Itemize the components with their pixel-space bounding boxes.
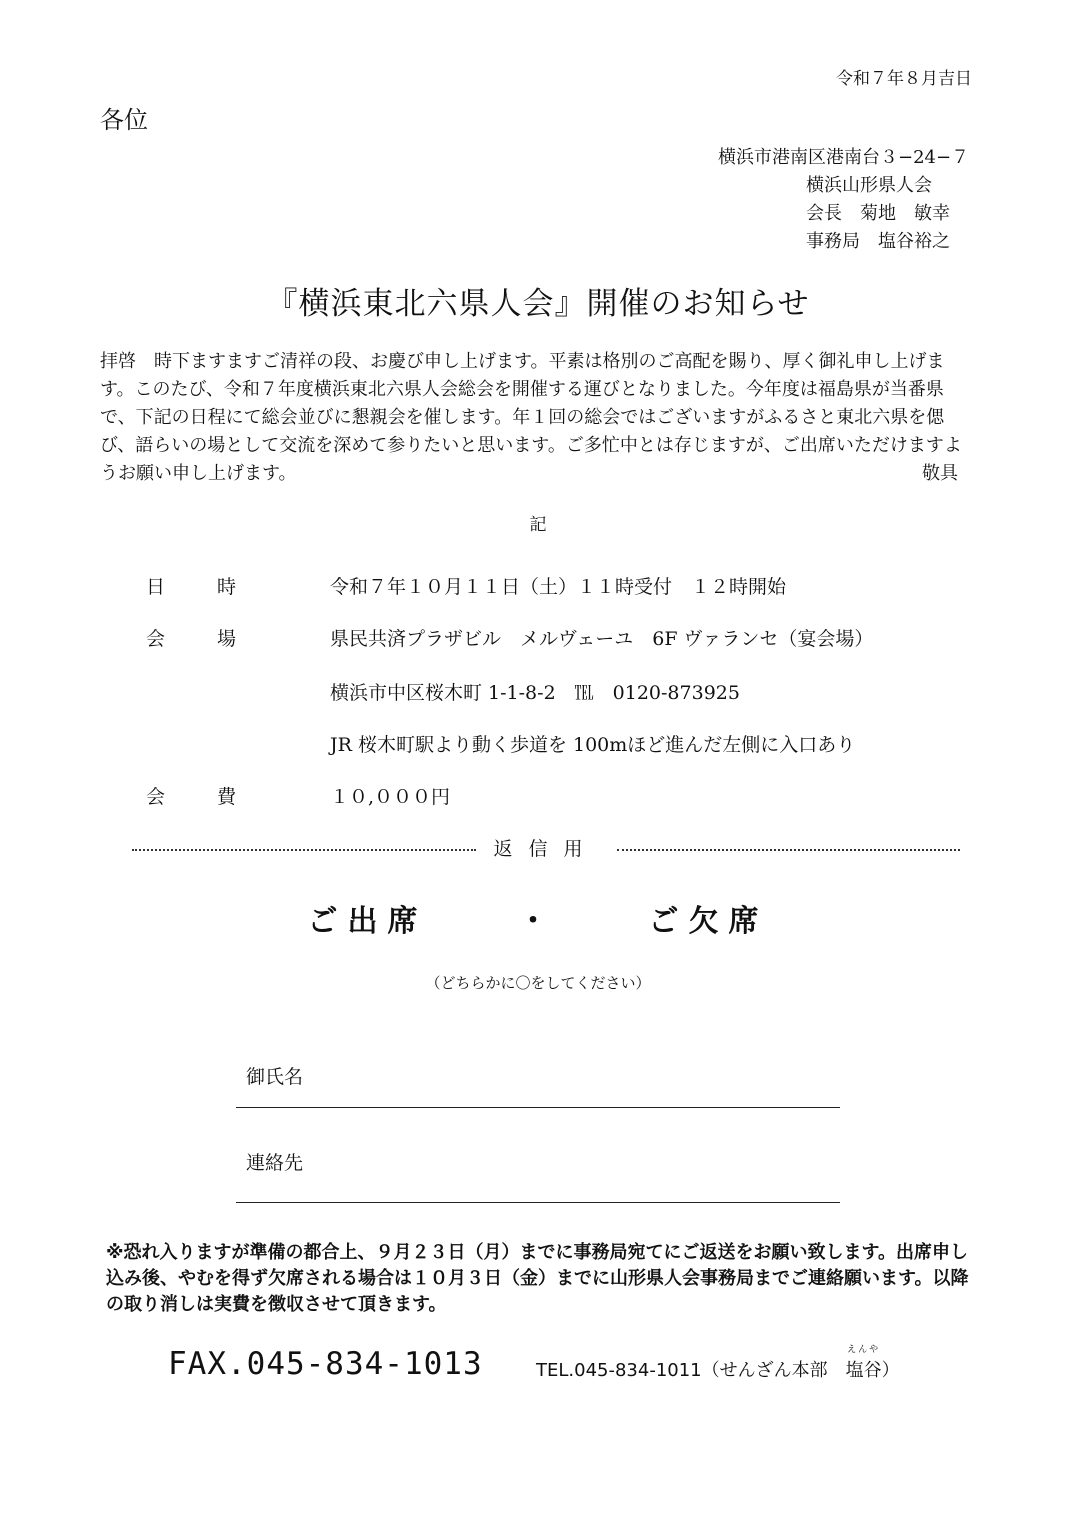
datetime-label [146, 572, 236, 599]
venue-label-a: 会 [146, 628, 166, 650]
choose-instruction: （どちらかに〇をしてください） [425, 974, 651, 992]
ki-heading: 記 [529, 515, 547, 535]
fee-value: １０,０００円 [330, 786, 451, 808]
sender-office: 事務局 塩谷裕之 [806, 231, 950, 252]
tel-prefix: TEL.045-834-1011（せんざん本部 [536, 1360, 846, 1381]
datetime-label-b: 時 [216, 576, 236, 598]
venue-label-b: 場 [216, 628, 236, 650]
contact-name [845, 1345, 882, 1382]
dotted-line-right [617, 849, 961, 851]
sender-organization: 横浜山形県人会 [806, 175, 932, 196]
reply-section-label: 返信用 [493, 838, 599, 860]
name-field[interactable] [236, 1107, 840, 1108]
tel-suffix: ） [881, 1360, 900, 1381]
contact-label: 連絡先 [246, 1152, 304, 1174]
option-separator: ・ [518, 904, 558, 939]
document-title: 『横浜東北六県人会』開催のお知らせ [266, 286, 810, 322]
deadline-notice: ※恐れ入りますが準備の都合上、９月２３日（月）までに事務局宛てにご返送をお願い致します。出席申し込み後、やむを得ず欠席される場合は１０月３日（金）までに山形県人会事務局までご連絡願います。以降の取り消しは実費を徴収させて頂きます。 [106, 1242, 969, 1315]
dotted-line-left [132, 849, 476, 851]
contact-name-ruby: えんや [847, 1345, 881, 1355]
body-text: 拝啓 時下ますますご清祥の段、お慶び申し上げます。平素は格別のご高配を賜り、厚く御礼申し上げます。このたび、令和７年度横浜東北六県人会総会を開催する運びとなりました。今年度は福島県が当番県で、下記の日程にて総会並びに懇親会を催します。年１回の総会ではございますがふるさと東北六県を偲び、語らいの場として交流を深めて参りたいと思います。ご多忙中とは存じますが、ご出席いただけますようお願い申し上げます。 [100, 351, 962, 484]
fee-label-a: 会 [146, 786, 166, 808]
tel-line [536, 1345, 900, 1382]
attend-option[interactable]: ご出席 [307, 904, 428, 939]
contact-name-text: 塩谷 [845, 1360, 882, 1381]
datetime-label-a: 日 [146, 576, 166, 598]
venue-value: 県民共済プラザビル メルヴェーユ 6F ヴァランセ（宴会場） [330, 628, 874, 650]
fee-label-b: 費 [216, 786, 236, 808]
datetime-value: 令和７年１０月１１日（土）１１時受付 １２時開始 [330, 576, 787, 598]
contact-field[interactable] [236, 1202, 840, 1203]
fee-label [146, 782, 236, 809]
issue-date: 令和７年８月吉日 [836, 69, 972, 89]
name-label: 御氏名 [246, 1066, 304, 1088]
sender-president: 会長 菊地 敏幸 [806, 203, 950, 224]
reply-divider [132, 834, 960, 861]
sender-address: 横浜市港南区港南台３−24−７ [718, 147, 970, 168]
body-paragraph [100, 348, 978, 488]
sender-block [718, 144, 969, 256]
venue-address: 横浜市中区桜木町 1-1-8-2 ℡ 0120-873925 [330, 682, 740, 704]
absent-option[interactable]: ご欠席 [648, 904, 769, 939]
fax-number: FAX.045-834-1013 [168, 1346, 483, 1382]
greeting: 各位 [100, 106, 148, 134]
attendance-options [0, 896, 1076, 940]
venue-access: JR 桜木町駅より動く歩道を 100mほど進んだ左側に入口あり [330, 734, 856, 756]
venue-label [146, 624, 236, 651]
closing-word: 敬具 [922, 463, 958, 484]
